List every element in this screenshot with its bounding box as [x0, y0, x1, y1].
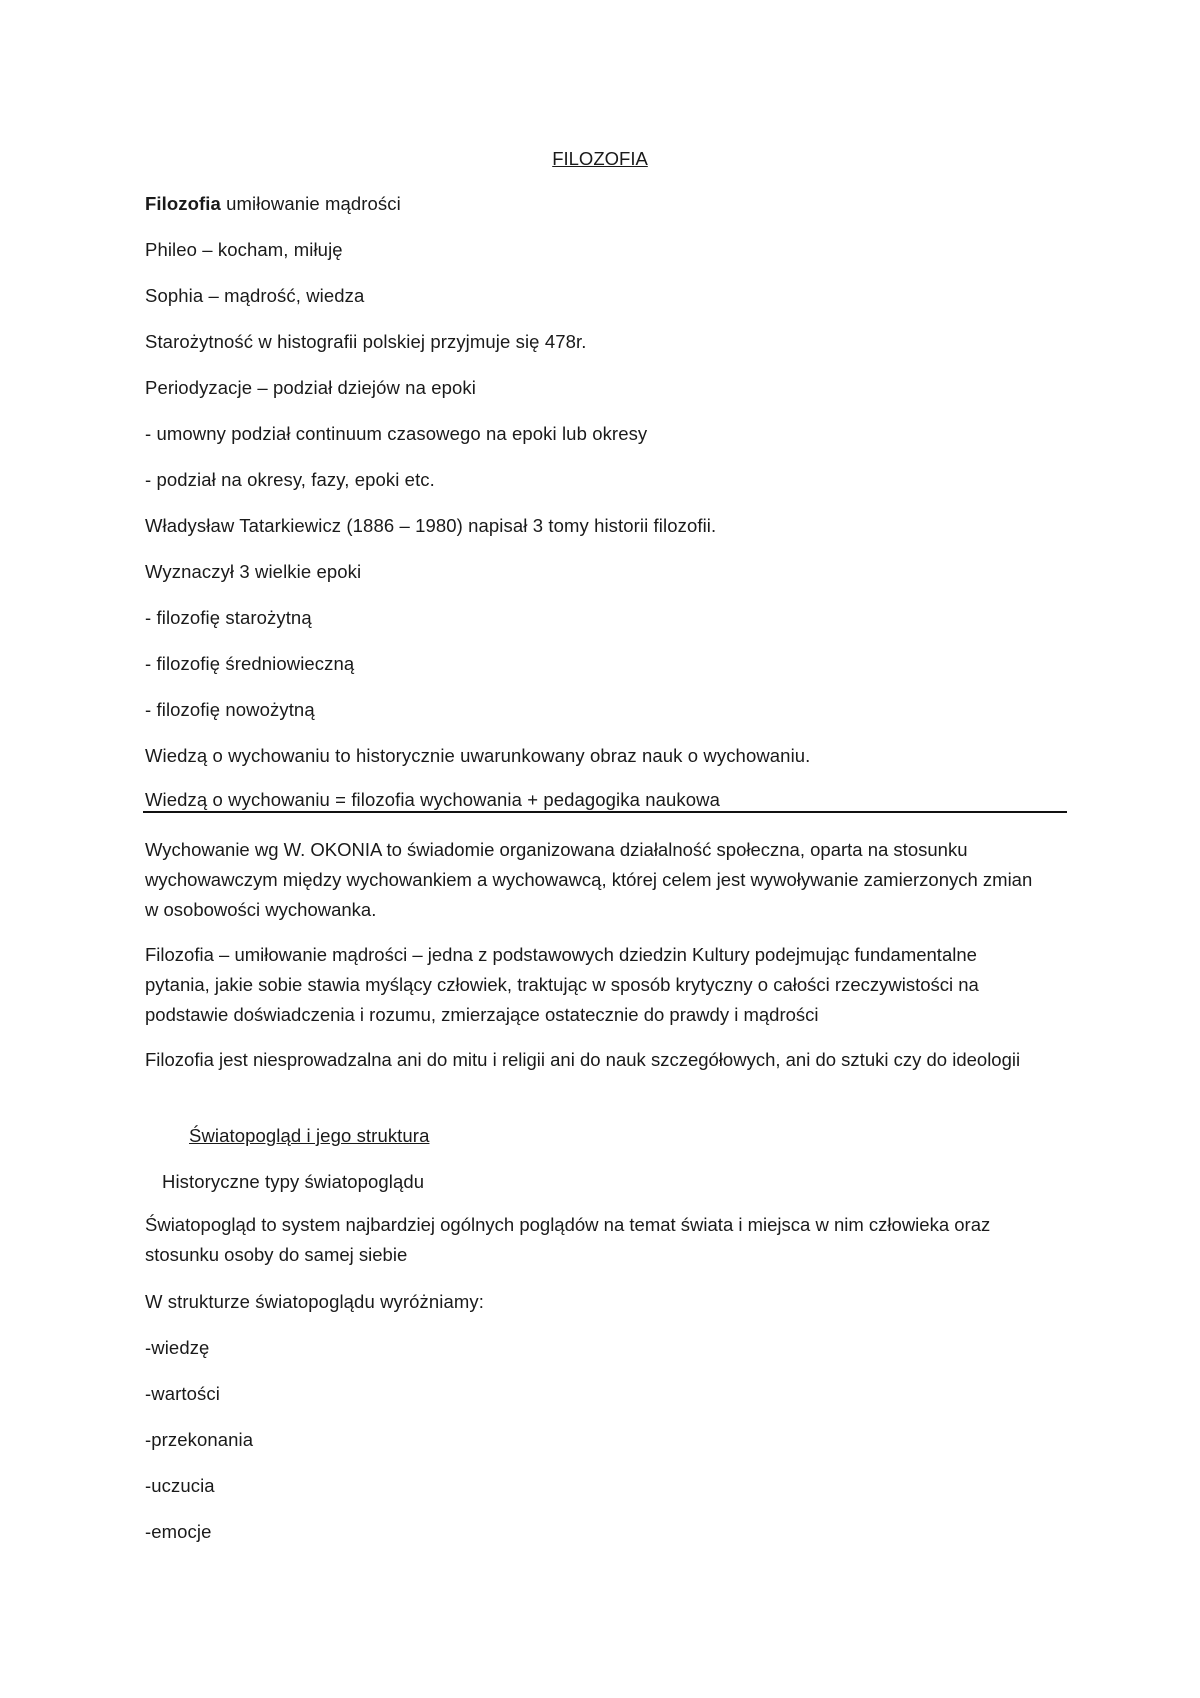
list-item: - filozofię starożytną: [145, 607, 312, 628]
section-subheading: Historyczne typy światopoglądu: [162, 1171, 425, 1192]
definition-term: Filozofia: [145, 193, 221, 214]
section-heading: Światopogląd i jego struktura: [189, 1125, 430, 1146]
paragraph: Światopogląd to system najbardziej ogólnych poglądów na temat świata i miejsca w nim człowieka oraz stosunku osoby do samej siebie: [145, 1214, 991, 1265]
horizontal-divider: [143, 811, 1067, 813]
text-line: W strukturze światopoglądu wyróżniamy:: [145, 1291, 484, 1312]
paragraph: Wychowanie wg W. OKONIA to świadomie organizowana działalność społeczna, oparta na stosunku wychowawczym między wychowankiem a wychowawcą, której celem jest wywoływanie zamierzonych zmian w osobowości wychowanka.: [145, 839, 1033, 920]
text-line: Wiedzą o wychowaniu = filozofia wychowania + pedagogika naukowa: [145, 789, 721, 810]
list-item: -przekonania: [145, 1429, 254, 1450]
document-title: FILOZOFIA: [552, 148, 648, 169]
text-line: Starożytność w histografii polskiej przyjmuje się 478r.: [145, 331, 587, 352]
list-item: -wiedzę: [145, 1337, 210, 1358]
list-item: - filozofię średniowieczną: [145, 653, 355, 674]
list-item: -emocje: [145, 1521, 212, 1542]
list-item: -wartości: [145, 1383, 220, 1404]
text-line: Phileo – kocham, miłuję: [145, 239, 343, 260]
list-item: - filozofię nowożytną: [145, 699, 315, 720]
definition-line: [145, 190, 401, 218]
text-line: Wyznaczył 3 wielkie epoki: [145, 561, 362, 582]
definition-text: umiłowanie mądrości: [220, 193, 401, 214]
paragraph: Filozofia – umiłowanie mądrości – jedna z podstawowych dziedzin Kultury podejmując fundamentalne pytania, jakie sobie stawia myślący człowiek, traktując w sposób krytyczny o całości rzeczywistości na podstawie doświadczenia i rozumu, zmierzające ostatecznie do prawdy i mądrości: [145, 944, 979, 1025]
text-line: Periodyzacje – podział dziejów na epoki: [145, 377, 476, 398]
text-line: Wiedzą o wychowaniu to historycznie uwarunkowany obraz nauk o wychowaniu.: [145, 745, 811, 766]
list-item: -uczucia: [145, 1475, 215, 1496]
text-line: - umowny podział continuum czasowego na epoki lub okresy: [145, 423, 648, 444]
paragraph: Filozofia jest niesprowadzalna ani do mitu i religii ani do nauk szczegółowych, ani do sztuki czy do ideologii: [145, 1049, 1021, 1070]
text-line: Władysław Tatarkiewicz (1886 – 1980) napisał 3 tomy historii filozofii.: [145, 515, 717, 536]
text-line: Sophia – mądrość, wiedza: [145, 285, 365, 306]
text-line: - podział na okresy, fazy, epoki etc.: [145, 469, 435, 490]
